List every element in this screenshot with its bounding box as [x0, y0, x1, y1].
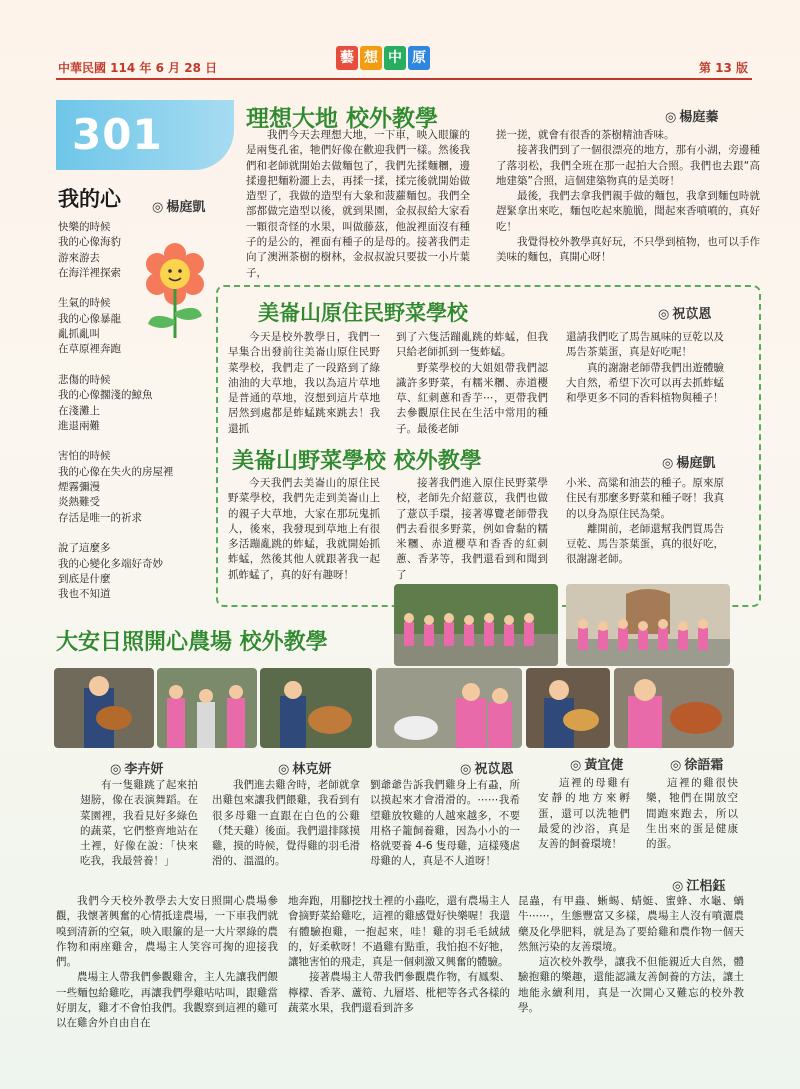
- paragraph: 這裡的雞很快樂，牠們在開放空間跑來跑去，所以生出來的蛋是健康的蛋。: [646, 777, 738, 851]
- article1-col1: [246, 128, 470, 281]
- article2-title: 美崙山原住民野菜學校: [258, 301, 468, 325]
- article4-final-col3: [518, 894, 744, 1016]
- paragraph: 接著農場主人帶我們參觀農作物，有鳳梨、檸檬、香茅、蘆筍、九層塔、枇杷等各式各樣的蔬菜水果，我們還看到許多: [288, 971, 510, 1015]
- poem-stanza: [58, 449, 208, 525]
- student-text: [370, 778, 520, 870]
- article3-title: 美崙山野菜學校 校外教學: [232, 449, 482, 474]
- farm-photo: [157, 668, 257, 748]
- article1-title: 理想大地 校外教學: [246, 106, 439, 132]
- paragraph: 地奔跑，用腳挖找土裡的小蟲吃，還有農場主人會摘野菜給雞吃，這裡的雞感覺好快樂喔！我還有體驗抱雞，一抱起來，哇！雞的羽毛毛絨絨的，好柔軟呀！不過雞有點重，我怕抱不好牠，讓牠害怕的飛走，真是一個刺激又興奮的體驗。: [288, 895, 510, 969]
- publication-date: 中華民國 114 年 6 月 28 日: [58, 61, 218, 75]
- poem-stanza: [58, 541, 208, 602]
- student-text: [80, 778, 198, 870]
- poem-line: 我的心像擱淺的鯨魚: [58, 389, 153, 402]
- poem-line: 我的心像海豹: [58, 236, 121, 249]
- farm-photo: [376, 668, 522, 748]
- paragraph: 劉爺爺告訴我們雞身上有蝨，所以摸起來才會滑滑的。⋯⋯我希望雞放牧雞的人越來越多，不要用格子籠飼養雞，因為小小的一格就要養 4-6 隻母雞，這樣殘虐母雞的人，真是不人道呀！: [370, 779, 520, 868]
- paragraph: 真的謝謝老師帶我們出遊體驗大自然，希望下次可以再去抓蚱蜢和學更多不同的香料植物與種子！: [566, 361, 724, 405]
- poem-line: 進退兩難: [58, 419, 100, 432]
- farm-photo: [260, 668, 372, 748]
- paragraph: 接著我們進入原住民野菜學校，老師先介紹薏苡，我們也做了薏苡手環，接著導覽老師帶我們去看很多野菜，例如會黏的糯米糰、赤道櫻草和香香的紅刺蔥、香茅等，我們還看到和聞到了: [396, 477, 548, 581]
- article3-col1: [228, 476, 380, 583]
- poem-stanza: [58, 373, 208, 434]
- poem-line: 煙霧彌漫: [58, 481, 100, 494]
- farm-photo: [526, 668, 610, 748]
- paragraph: 搓一搓，就會有很香的茶樹精油香味。: [496, 129, 675, 141]
- student-author: ◎ 祝苡恩: [460, 758, 513, 777]
- article3-col2: [396, 476, 548, 583]
- student-author: ◎ 黃宜倢: [570, 754, 623, 773]
- paragraph: 今天是校外教學日，我們一早集合出發前往美崙山原住民野菜學校，我們走了一段路到了綠油油的大草地，我以為這片草地是普通的草地，沒想到這片草地居然到處都是蚱蜢跳來跳去！我還抓: [228, 331, 380, 435]
- poem-line: 亂抓亂叫: [58, 328, 100, 341]
- article4-final-col1: [56, 894, 278, 1032]
- group-photo: [394, 584, 558, 666]
- class-number: 301: [72, 110, 163, 159]
- poem-line: 快樂的時候: [58, 221, 111, 233]
- article2-col2: [396, 330, 548, 437]
- poem-line: 在海洋裡探索: [58, 266, 121, 279]
- farm-photo: [614, 668, 734, 748]
- paragraph: 農場主人帶我們參觀雞舍，主人先讓我們餵一些麵包給雞吃，再讓我們學雞咕咕叫，跟雞當好朋友，雞才不會怕我們。我觀察到這裡的雞可以在雞舍外自由自在: [56, 971, 278, 1030]
- poem-line: 說了這麼多: [58, 542, 111, 555]
- article1-author: ◎ 楊庭蓁: [665, 106, 718, 125]
- poem-line: 炎熱難受: [58, 496, 100, 509]
- paragraph: 今天我們去美崙山的原住民野菜學校，我們先走到美崙山上的親子大草地，大家在那玩鬼抓人，後來，我發現到草地上有很多活蹦亂跳的蚱蜢，我就開始抓蚱蜢，然後其他人就跟著我一起抓蚱蜢了，真的好有趣呀！: [228, 477, 380, 581]
- poem-line: 游來游去: [58, 251, 100, 264]
- paragraph: 接著我們到了一個很漂亮的地方，那有小湖，旁邊種了落羽松，我們全班在那一起拍大合照。我們也去跟“高地建築”合照，這個建築物真的是美呀！: [496, 144, 760, 187]
- student-author: ◎ 徐語霜: [670, 754, 723, 773]
- logo-char: 中: [384, 46, 406, 70]
- paragraph: 離開前，老師還幫我們買馬告豆乾、馬告茶葉蛋，真的很好吃，很謝謝老師。: [566, 522, 724, 566]
- article2-col3: [566, 330, 724, 406]
- header-divider: [56, 78, 752, 80]
- poem-line: 害怕的時候: [58, 450, 111, 463]
- article2-author: ◎ 祝苡恩: [658, 303, 711, 322]
- paragraph: 小米、高粱和油芸的種子。原來原住民有那麼多野菜和種子呀！我真的以身為原住民為榮。: [566, 477, 724, 520]
- article3-col3: [566, 476, 724, 568]
- newspaper-logo: [336, 46, 430, 70]
- article2-col1: [228, 330, 380, 437]
- paragraph: 有一隻雞跳了起來拍翅膀，像在表演舞蹈。在菜園裡，我看見好多綠色的蔬菜，它們整齊地站在土裡，好像在說：「快來吃我，我最營養！」: [80, 779, 198, 868]
- logo-char: 想: [360, 46, 382, 70]
- article4-final-author: ◎ 江梠鈺: [672, 875, 725, 894]
- student-text: [212, 778, 360, 870]
- logo-char: 藝: [336, 46, 358, 70]
- paragraph: 我們今天去理想大地，一下車，映入眼簾的是兩隻孔雀，牠們好像在歡迎我們一樣。然後我們和老師就開始去做麵包了，我們先揉麵糰，邊揉邊把麵粉灑上去，再揉一揉，揉完後就開始做造型了，我做的造型有大象和菠蘿麵包。我們全部都做完造型以後，就到果園，金叔叔給大家看一顆很奇怪的水果，叫做藤茲，他說裡面沒有種子的是公的，裡面有種子的是母的。接著我們走向了澳洲茶樹的樹林，金叔叔說只要拔一小片葉子，: [246, 129, 470, 279]
- poem-line: 我的心像暴龍: [58, 312, 121, 325]
- article3-author: ◎ 楊庭凱: [662, 452, 715, 471]
- poem-title: 我的心: [58, 187, 121, 211]
- paragraph: 到了六隻活蹦亂跳的蚱蜢，但我只給老師抓到一隻蚱蜢。: [396, 331, 548, 359]
- flower-illustration: [140, 240, 210, 340]
- student-author: ◎ 李卉妍: [110, 758, 163, 777]
- paragraph: 我們今天校外教學去大安日照開心農場參觀，我懷著興奮的心情抵達農場，一下車我們就嗅到清新的空氣，映入眼簾的是一大片翠綠的農作物和兩座雞舍，農場主人笑容可掬的迎接我們。: [56, 895, 278, 969]
- page-number: 第 13 版: [698, 61, 748, 75]
- student-text: [538, 776, 630, 852]
- article1-col2: [496, 128, 760, 266]
- paragraph: 這裡的母雞有安靜的地方來孵蛋，還可以洗牠們最愛的沙浴，真是友善的飼養環境！: [538, 777, 630, 851]
- poem-line: 到底是什麼: [58, 572, 111, 585]
- poem-line: 我也不知道: [58, 588, 111, 601]
- poem-line: 我的心變化多端好奇妙: [58, 557, 163, 570]
- logo-char: 原: [408, 46, 430, 70]
- student-text: [646, 776, 738, 852]
- poem-line: 悲傷的時候: [58, 373, 111, 386]
- paragraph: 我覺得校外教學真好玩，不只學到植物，也可以手作美味的麵包，真開心呀！: [496, 236, 760, 264]
- poem-line: 生氣的時候: [58, 297, 111, 310]
- article4-title: 大安日照開心農場 校外教學: [56, 630, 328, 655]
- paragraph: 我們進去雞舍時，老師就拿出雞包來讓我們餵雞，我看到有很多母雞一直跟在白色的公雞（梵天雞）後面。我們還排隊摸雞，摸的時候，覺得雞的羽毛滑滑的、溫溫的。: [212, 779, 360, 868]
- poem-author: ◎ 楊庭凱: [152, 196, 205, 215]
- paragraph: 昆蟲，有甲蟲、蜥蜴、蜻蜓、蜜蜂、水龜、蝸牛⋯⋯，生態豐富又多樣，農場主人沒有噴灑農藥及化學肥料，就是為了要給雞和農作物一個天然無污染的友善環境。: [518, 895, 744, 953]
- paragraph: 還請我們吃了馬告風味的豆乾以及馬告茶葉蛋，真是好吃呢！: [566, 331, 724, 359]
- student-author: ◎ 林克妍: [278, 758, 331, 777]
- paragraph: 這次校外教學，讓我不但能親近大自然，體驗抱雞的樂趣，還能認識友善飼養的方法，讓土地能永續利用，真是一次開心又難忘的校外教學。: [518, 956, 744, 1015]
- paragraph: 最後，我們去拿我們親手做的麵包，我拿到麵包時就趕緊拿出來吃，麵包吃起來脆脆，聞起來香噴噴的，真好吃！: [496, 190, 760, 233]
- poem-line: 在淺灘上: [58, 404, 100, 417]
- paragraph: 野菜學校的大姐姐帶我們認識許多野菜，有糯米糰、赤道櫻草、紅刺蔥和香芋⋯，更帶我們去參觀原住民在生活中常用的種子。最後老師: [396, 361, 548, 435]
- article4-final-col2: [288, 894, 510, 1016]
- group-photo: [566, 584, 730, 666]
- poem-line: 在草原裡奔跑: [58, 343, 121, 356]
- poem-line: 存活是唯一的祈求: [58, 511, 142, 524]
- poem-line: 我的心像在失火的房屋裡: [58, 465, 174, 478]
- farm-photo: [54, 668, 154, 748]
